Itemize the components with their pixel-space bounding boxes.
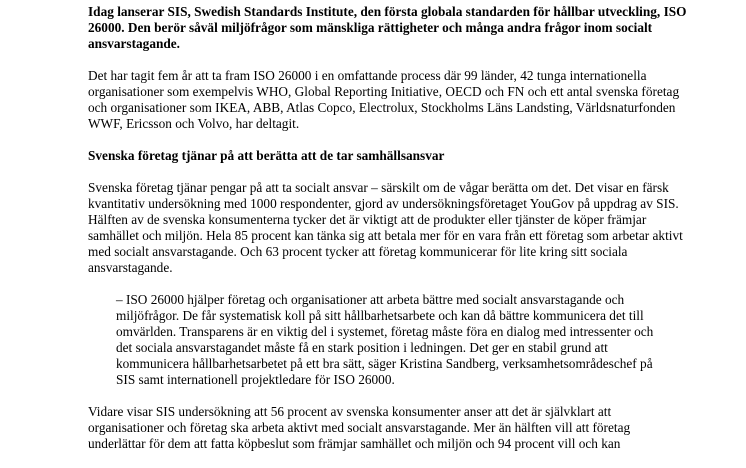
section-body-paragraph: Svenska företag tjänar pengar på att ta socialt ansvar – särskilt om de vågar berätta om det. Det visar en färsk kvantitativ undersökning med 1000 respondenter, gjord av undersökningsföretaget YouGov på uppdrag av SIS. Hälften av de svenska konsumenterna tycker det är viktigt att de produkter eller tjänster de köper främjar samhället och miljön. Hela 85 procent kan tänka sig att betala mer för en vara från ett företag som arbetar aktivt med socialt ansvarstagande. Och 63 procent tycker att företag kommunicerar för lite kring sitt sociala ansvarstagande. — [88, 180, 683, 275]
section-heading: Svenska företag tjänar på att berätta att de tar samhällsansvar — [88, 148, 445, 163]
intro-paragraph: Det har tagit fem år att ta fram ISO 26000 i en omfattande process där 99 länder, 42 tunga internationella organisationer som exempelvis WHO, Global Reporting Initiative, OECD och FN och ett antal svenska företag och organisationer som IKEA, ABB, Atlas Copco, Electrolux, Stockholms Läns Landsting, Världsnaturfonden WWF, Ericsson och Volvo, har deltagit. — [88, 68, 680, 131]
closing-paragraph: Vidare visar SIS undersökning att 56 procent av svenska konsumenter anser att det är självklart att organisationer och företag ska arbeta aktivt med socialt ansvarstagande. Mer än hälften vill att företag underlättar för dem att fatta köpbeslut som främjar samhället och miljön och 94 procent vill och kan — [88, 404, 631, 451]
survey-section — [88, 148, 688, 276]
press-release-document — [88, 4, 688, 468]
lead-paragraph: Idag lanserar SIS, Swedish Standards Institute, den första globala standarden för hållbar utveckling, ISO 26000. Den berör såväl miljöfrågor som mänskliga rättigheter och många andra frågor inom socialt ansvarstagande. — [88, 4, 687, 51]
quote-paragraph: – ISO 26000 hjälper företag och organisationer att arbeta bättre med socialt ansvarstagande och miljöfrågor. De får systematisk koll på sitt hållbarhetsarbete och kan då bättre kommunicera det till omvärlden. Transparens är en viktig del i systemet, företag måste föra en dialog med intressenter och det sociala ansvarstagandet måste få en stark position i ledningen. Det ger en stabil grund att kommunicera hållbarhetsarbetet på ett bra sätt, säger Kristina Sandberg, verksamhetsområdeschef på SIS samt internationell projektledare för ISO 26000. — [116, 292, 654, 387]
